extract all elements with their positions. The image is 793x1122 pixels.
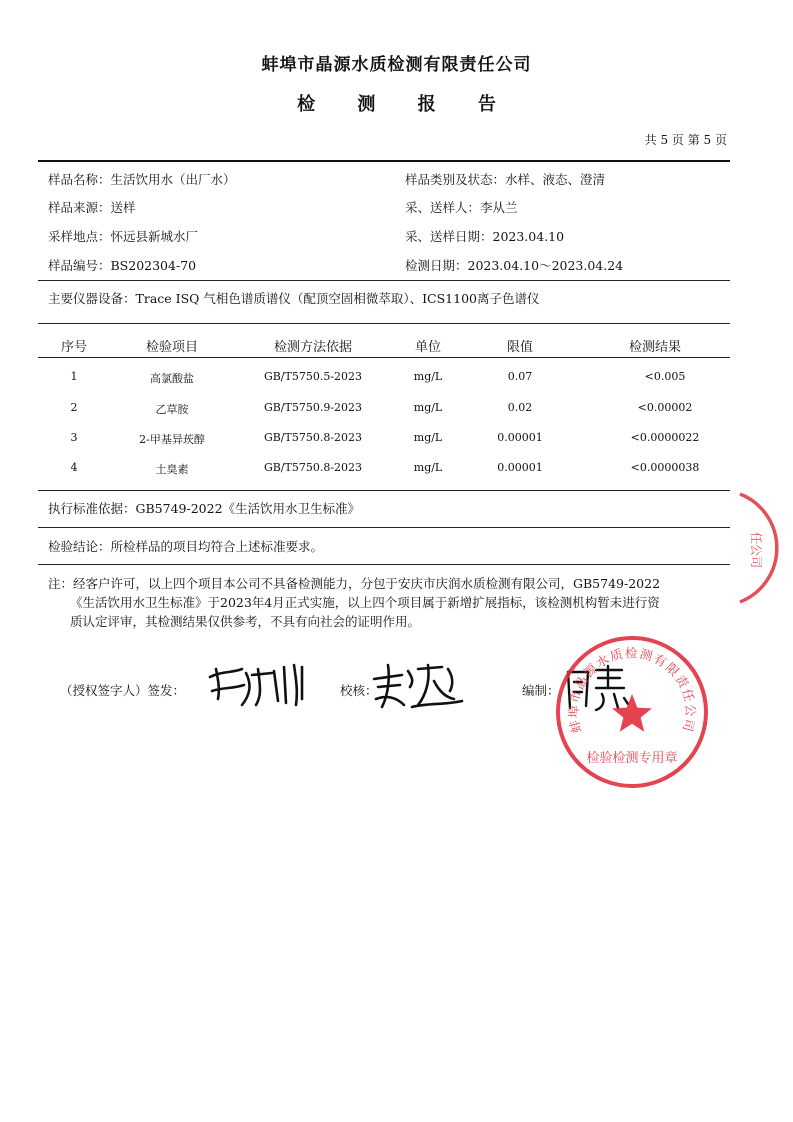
- col-header-unit: 单位: [414, 340, 442, 355]
- note-line: 注：经客户许可，以上四个项目本公司不具备检测能力，分包于安庆市庆润水质检测有限公司，GB5749-2022: [48, 576, 661, 591]
- header-divider: [38, 160, 730, 162]
- table-cell: 高氯酸盐: [150, 372, 194, 385]
- seal-top-text: 蚌埠市晶源水质检测有限责任公司: [565, 645, 699, 735]
- info-divider: [38, 280, 730, 281]
- table-cell: mg/L: [413, 401, 443, 414]
- table-cell: <0.0000038: [630, 461, 700, 474]
- seal-bottom-text: 检验检测专用章: [586, 751, 678, 766]
- table-header-divider: [38, 357, 730, 358]
- reviewer-label: 校核：: [340, 683, 378, 698]
- table-cell: <0.0000022: [630, 431, 700, 444]
- side-seal-stamp: [726, 492, 793, 604]
- table-cell: <0.00002: [637, 401, 693, 414]
- table-cell: 土臭素: [155, 463, 189, 476]
- sample-source: 样品来源：送样: [48, 200, 136, 215]
- conclusion-divider: [38, 564, 730, 565]
- col-header-result: 检测结果: [628, 340, 682, 355]
- table-cell: mg/L: [413, 461, 443, 474]
- company-name: 蚌埠市晶源水质检测有限责任公司: [261, 55, 532, 75]
- table-cell: 0.02: [507, 401, 533, 414]
- table-cell: mg/L: [413, 370, 443, 383]
- side-seal-text: 任公司: [749, 531, 763, 569]
- authorized-signature-image: [202, 655, 312, 715]
- reviewer-signature-image: [368, 655, 468, 715]
- compiler-label: 编制：: [522, 683, 560, 698]
- table-cell: 2-甲基异莰醇: [139, 433, 205, 446]
- official-seal-stamp: [552, 632, 712, 792]
- standard-divider: [38, 527, 730, 528]
- col-header-limit: 限值: [506, 340, 534, 355]
- sample-number: 样品编号：BS202304-70: [48, 258, 197, 273]
- seal-star-icon: [612, 694, 652, 732]
- note-line: 质认定评审，其检测结果仅供参考，不具有向社会的证明作用。: [70, 614, 421, 629]
- table-bottom-border: [38, 490, 730, 491]
- page-info: 共 5 页 第 5 页: [644, 133, 727, 147]
- table-cell: <0.005: [644, 370, 686, 383]
- test-date: 检测日期：2023.04.10～2023.04.24: [405, 258, 624, 273]
- table-cell: mg/L: [413, 431, 443, 444]
- table-cell: 4: [70, 461, 78, 474]
- table-cell: 乙草胺: [155, 403, 189, 416]
- authorized-signer-label: （授权签字人）签发：: [60, 683, 186, 698]
- table-cell: 3: [70, 431, 78, 444]
- execution-standard: 执行标准依据：GB5749-2022《生活饮用水卫生标准》: [48, 501, 361, 516]
- note-line: 《生活饮用水卫生标准》于2023年4月正式实施，以上四个项目属于新增扩展指标，该检测机构暂未进行资: [70, 595, 660, 610]
- table-cell: GB/T5750.5-2023: [263, 370, 363, 383]
- table-cell: 0.00001: [497, 461, 543, 474]
- test-conclusion: 检验结论：所检样品的项目均符合上述标准要求。: [48, 539, 324, 554]
- table-cell: GB/T5750.9-2023: [263, 401, 363, 414]
- report-title: 检 测 报 告: [297, 94, 514, 115]
- table-cell: GB/T5750.8-2023: [263, 461, 363, 474]
- sample-name: 样品名称：生活饮用水（出厂水）: [48, 172, 236, 187]
- table-cell: 0.07: [507, 370, 533, 383]
- col-header-no: 序号: [60, 340, 88, 355]
- sample-category-state: 样品类别及状态：水样、液态、澄清: [405, 172, 606, 187]
- sampling-date: 采、送样日期：2023.04.10: [405, 229, 565, 244]
- table-cell: GB/T5750.8-2023: [263, 431, 363, 444]
- col-header-item: 检验项目: [145, 340, 199, 355]
- table-cell: 2: [70, 401, 78, 414]
- table-cell: 0.00001: [497, 431, 543, 444]
- table-top-border: [38, 323, 730, 324]
- table-cell: 1: [70, 370, 78, 383]
- col-header-method: 检测方法依据: [273, 340, 353, 355]
- note-paragraph: [48, 574, 738, 631]
- sample-sender: 采、送样人：李从兰: [405, 200, 518, 215]
- sampling-location: 采样地点：怀远县新城水厂: [48, 229, 199, 244]
- equipment-line: 主要仪器设备：Trace ISQ 气相色谱质谱仪（配顶空固相微萃取）、ICS1100离子色谱仪: [48, 291, 540, 306]
